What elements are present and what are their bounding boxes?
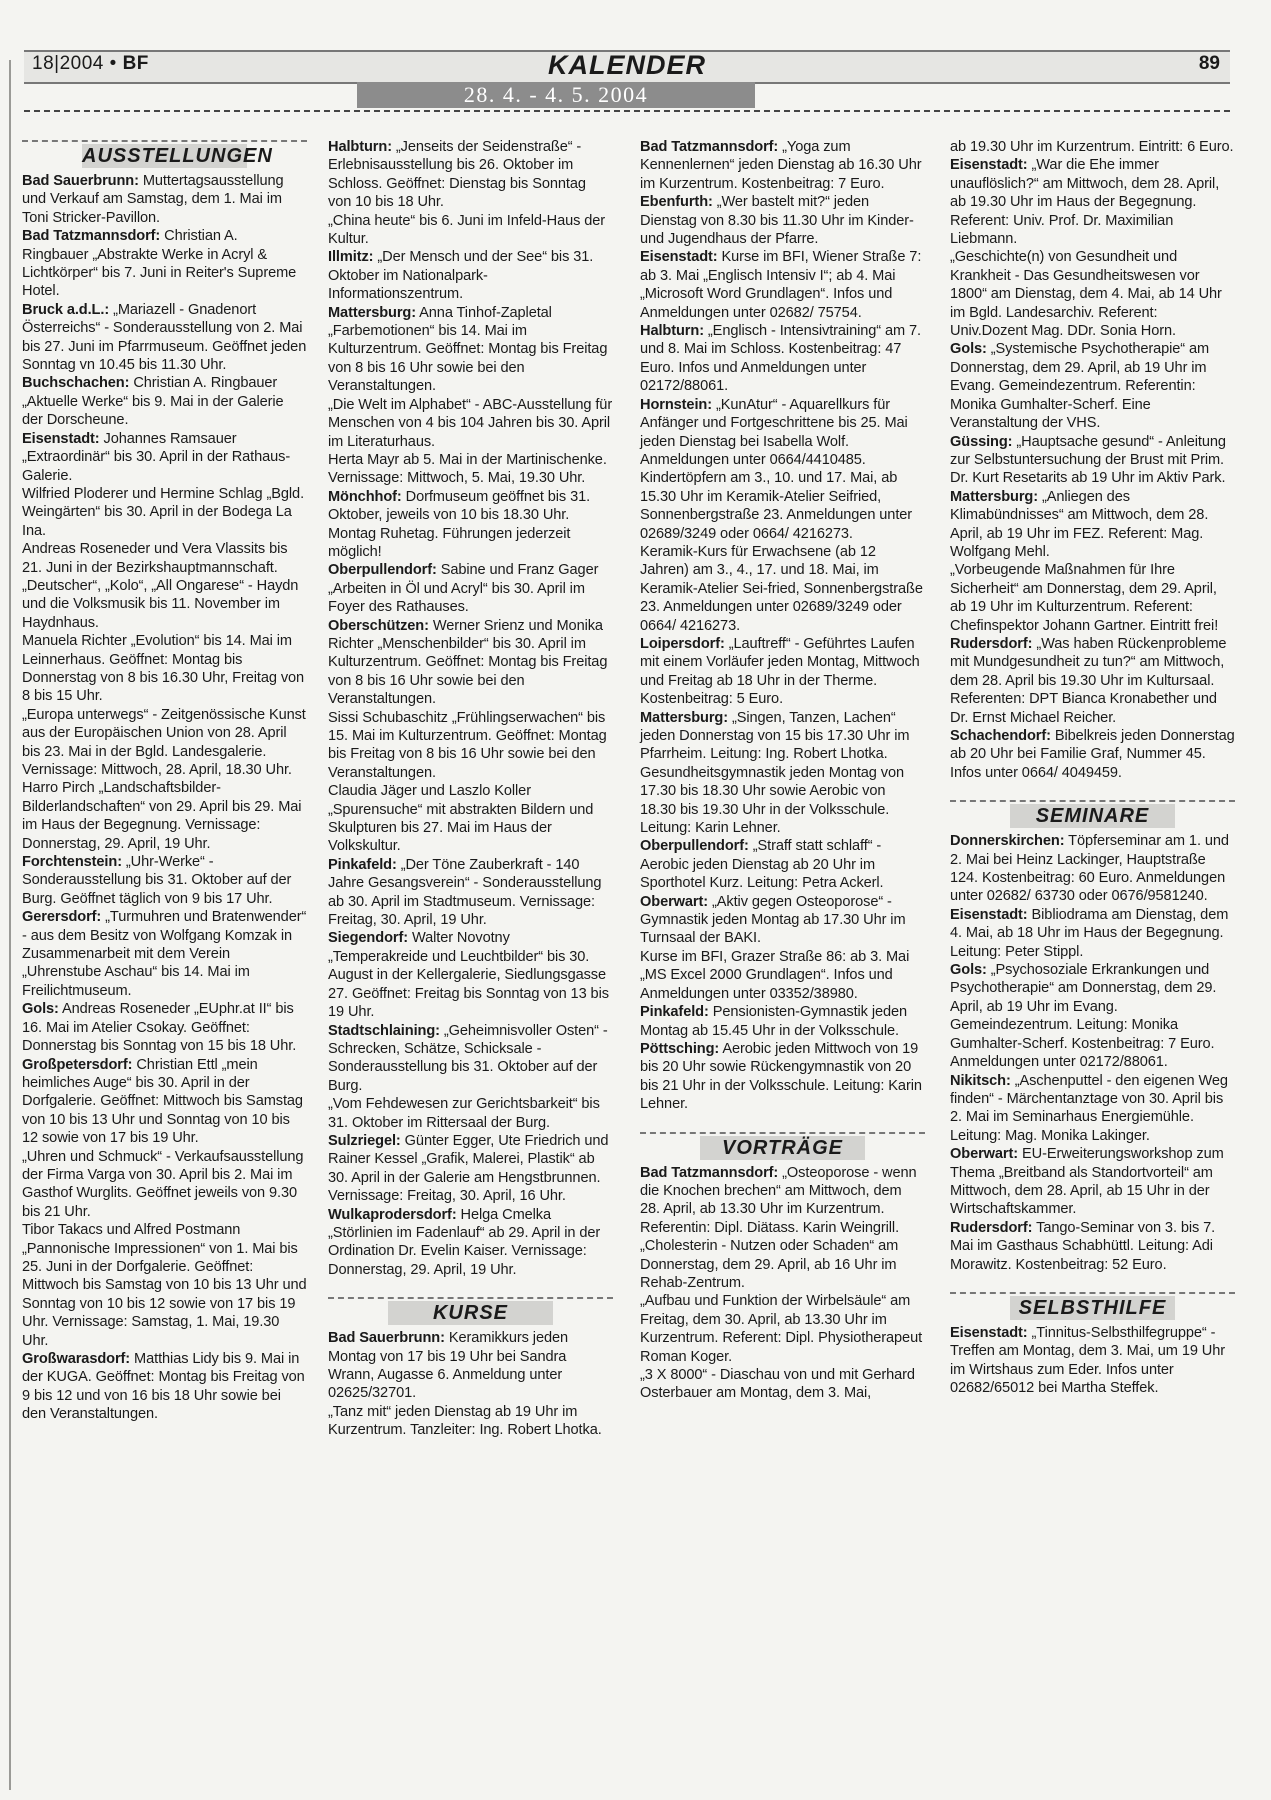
entry-text: „Aschenputtel - den eigenen Weg finden“ - Märchentanztage von 30. April bis 2. Mai im Seminarhaus Energiemühle. Leitung: Mag. Monika Lakinger. [950,1072,1228,1144]
entry-place: Mattersburg: [328,304,416,321]
list-item [950,832,1235,906]
list-item [22,540,307,577]
entry-text: „Deutscher“, „Kolo“, „All Ongarese“ - Haydn und die Volksmusik bis 11. November im Haydnhaus. [22,577,299,631]
entry-text: „Wer bastelt mit?“ jeden Dienstag von 8.30 bis 11.30 Uhr im Kinder- und Jugendhaus der Pfarre. [640,194,914,248]
entry-place: Oberpullendorf: [328,562,437,579]
list-item [640,709,925,764]
entry-text: Muttertagsausstellung und Verkauf am Samstag, dem 1. Mai im Toni Stricker-Pavillon. [22,173,284,226]
entry-place: Großpetersdorf: [22,1056,133,1073]
entry-text: „War die Ehe immer unauflöslich?“ am Mittwoch, dem 28. April, ab 19.30 Uhr im Haus der Begegnung. Referent: Univ. Prof. Dr. Maximilian Liebmann. [950,157,1220,248]
entry-place: Halbturn: [640,323,704,340]
entry-text: „Anliegen des Klimabündnisses“ am Mittwoch, dem 28. April, ab 19 Uhr im FEZ. Referent: Mag. Wolfgang Mehl. [950,488,1209,560]
list-item [950,961,1235,1071]
list-item [328,782,613,856]
list-item [950,1219,1235,1274]
list-item [22,779,307,853]
column-4 [950,138,1235,1398]
entry-text: „China heute“ bis 6. Juni im Infeld-Haus der Kultur. [328,212,606,248]
entry-list [950,138,1235,782]
entry-text: Keramik-Kurs für Erwachsene (ab 12 Jahren) am 3., 4., 17. und 18. Mai, im Keramik-Atelier Sei-fried, Sonnenbergstraße 23. Anmeldungen unter 02689/3249 oder 0664/ 4216273. [640,543,923,634]
entry-place: Eisenstadt: [22,430,100,447]
entry-text: „Vom Fehdewesen zur Gerichtsbarkeit“ bis 31. Oktober im Rittersaal der Burg. [328,1096,600,1131]
entry-place: Mönchhof: [328,488,402,505]
list-item [22,1221,307,1350]
list-item [328,1329,613,1403]
list-item [328,709,613,783]
entry-text: „Cholesterin - Nutzen oder Schaden“ am Donnerstag, dem 29. April, ab 16 Uhr im Rehab-Zentrum. [640,1238,899,1291]
entry-text: Matthias Lidy bis 9. Mai in der KUGA. Geöffnet: Montag bis Freitag von 9 bis 12 und von 16 bis 18 Uhr sowie bei den Veranstaltungen. [22,1351,305,1423]
list-item [950,1324,1235,1398]
entry-text: „3 X 8000“ - Diaschau von und mit Gerhard Osterbauer am Montag, dem 3. Mai, [640,1367,915,1402]
entry-place: Pinkafeld: [328,856,397,873]
entry-text: Harro Pirch „Landschaftsbilder-Bilderlandschaften“ von 29. April bis 29. Mai im Haus der Begegnung. Vernissage: Donnerstag, 29. April, 19 Uhr. [22,780,302,852]
column-1 [22,138,307,1424]
date-range: 28. 4. - 4. 5. 2004 [357,82,755,108]
entry-place: Gols: [22,1001,59,1018]
list-item [640,948,925,1003]
list-item [328,304,613,396]
list-item [950,156,1235,248]
page-header [24,50,1230,107]
entry-place: Illmitz: [328,249,374,266]
entry-place: Wulkaprodersdorf: [328,1206,457,1223]
header-divider [24,110,1230,112]
entry-place: Rudersdorf: [950,1219,1033,1236]
list-item [950,433,1235,488]
entry-text: ab 19.30 Uhr im Kurzentrum. Eintritt: 6 Euro. [950,139,1234,155]
entry-place: Halbturn: [328,139,392,155]
entry-place: Stadtschlaining: [328,1022,440,1039]
entry-place: Güssing: [950,433,1013,450]
list-item [328,396,613,451]
entry-text: „Jenseits der Seidenstraße“ - Erlebnisausstellung bis 26. Oktober im Schloss. Geöffnet: Dienstag bis Sonntag von 10 bis 18 Uhr. [328,139,586,211]
entry-text: Keramikkurs jeden Montag von 17 bis 19 Uhr bei Sandra Wrann, Augasse 6. Anmeldung unter 02625/32701. [328,1330,569,1402]
entry-text: „Osteoporose - wenn die Knochen brechen“ am Mittwoch, dem 28. April, ab 13.30 Uhr im Kurzentrum. Referentin: Dipl. Diätass. Karin Weingrill. [640,1164,917,1236]
entry-text: Bibelkreis jeden Donnerstag ab 20 Uhr bei Familie Graf, Nummer 45. Infos unter 0664/ 4049459. [950,728,1235,781]
entry-list [950,1324,1235,1398]
entry-place: Ebenfurth: [640,194,713,211]
entry-place: Nikitsch: [950,1072,1011,1089]
list-item [950,1072,1235,1146]
entry-place: Bad Tatzmannsdorf: [640,1164,779,1181]
entry-place: Bad Tatzmannsdorf: [640,139,779,155]
section-heading: SEMINARE [950,800,1235,828]
entry-text: Anna Tinhof-Zapletal „Farbemotionen“ bis 14. Mai im Kulturzentrum. Geöffnet: Montag bis Freitag von 8 bis 16 Uhr sowie bei den Veranstaltungen. [328,304,608,395]
entry-place: Loipersdorf: [640,635,725,652]
entry-place: Bad Sauerbrunn: [22,173,139,189]
entry-text: „Geheimnisvoller Osten“ - Schrecken, Schätze, Schicksale - Sonderausstellung bis 31. Oktober auf der Burg. [328,1022,608,1094]
list-item [328,1206,613,1280]
entry-text: Andreas Roseneder und Vera Vlassits bis 21. Juni in der Bezirkshauptmannschaft. [22,541,288,576]
page-title: KALENDER [547,50,706,80]
entry-text: „Systemische Psychotherapie“ am Donnerstag, dem 29. April, ab 19 Uhr im Evang. Gemeindezentrum. Referentin: Monika Gumhalter-Scherf. Eine Veranstaltung der VHS. [950,341,1210,432]
list-item [22,908,307,1000]
list-item [328,561,613,616]
entry-text: Christian A. Ringbauer „Aktuelle Werke“ bis 9. Mai in der Galerie der Dorscheune. [22,375,284,429]
list-item [22,853,307,908]
page-number: 89 [1198,53,1220,74]
list-item [640,1237,925,1292]
list-item [328,1095,613,1132]
entry-place: Rudersdorf: [950,635,1033,652]
entry-place: Großwarasdorf: [22,1351,131,1367]
column-2 [328,138,613,1440]
list-item [640,893,925,948]
entry-place: Oberschützen: [328,617,429,634]
list-item [950,138,1235,156]
entry-text: Sabine und Franz Gager „Arbeiten in Öl und Acryl“ bis 30. April im Foyer des Rathauses. [328,562,599,616]
entry-text: „Tinnitus-Selbsthilfegruppe“ - Treffen am Montag, dem 3. Mai, um 19 Uhr im Wirtshaus zum Eder. Infos unter 02682/65012 bei Martha Steffek. [950,1324,1226,1397]
list-item [22,374,307,429]
entry-text: „Der Töne Zauberkraft - 140 Jahre Gesangsverein“ - Sonderausstellung ab 30. April im Stadtmuseum. Vernissage: Freitag, 30. April, 19 Uhr. [328,856,602,929]
list-item [22,227,307,301]
entry-text: Kindertöpfern am 3., 10. und 17. Mai, ab 15.30 Uhr im Keramik-Atelier Seifried, Sonnenbergstraße 23. Anmeldungen unter 02689/3249 oder 0664/ 4216273. [640,470,913,542]
entry-list [328,138,613,1279]
list-item [640,837,925,892]
entry-place: Bruck a.d.L.: [22,301,110,318]
list-item [640,248,925,322]
entry-place: Donnerskirchen: [950,833,1065,850]
entry-place: Siegendorf: [328,930,408,947]
list-item [22,1148,307,1222]
list-item [328,856,613,930]
entry-text: Herta Mayr ab 5. Mai in der Martinischenke. Vernissage: Mittwoch, 5. Mai, 19.30 Uhr. [328,451,607,487]
entry-text: „Vorbeugende Maßnahmen für Ihre Sicherheit“ am Donnerstag, dem 29. April, ab 19 Uhr im Kulturzentrum. Referent: Chefinspektor Johann Gartner. Eintritt frei! [950,562,1219,634]
entry-text: Johannes Ramsauer „Extraordinär“ bis 30. April in der Rathaus-Galerie. [22,430,291,484]
entry-text: „Was haben Rückenprobleme mit Mundgesundheit zu tun?“ am Mittwoch, dem 28. April bis 19.30 Uhr im Kultursaal. Referenten: DPT Bianca Kronabether und Dr. Ernst Michael Reicher. [950,635,1227,726]
list-item [22,485,307,540]
entry-text: Kurse im BFI, Grazer Straße 86: ab 3. Mai „MS Excel 2000 Grundlagen“. Infos und Anmeldungen unter 03352/38980. [640,948,910,1002]
list-item [950,561,1235,635]
list-item [640,469,925,543]
entry-place: Oberwart: [640,893,709,910]
list-item [328,451,613,488]
entry-list [640,138,925,1114]
list-item [950,906,1235,961]
list-item [950,727,1235,782]
list-item [328,248,613,303]
list-item [22,632,307,706]
entry-text: „Aufbau und Funktion der Wirbelsäule“ am Freitag, dem 30. April, ab 13.30 Uhr im Kurzentrum. Referent: Dipl. Physiotherapeut Roman Koger. [640,1293,923,1365]
entry-text: Christian A. Ringbauer „Abstrakte Werke in Acryl & Lichtkörper“ bis 7. Juni in Reiter's Supreme Hotel. [22,228,297,300]
entry-text: „Tanz mit“ jeden Dienstag ab 19 Uhr im Kurzentrum. Tanzleiter: Ing. Robert Lhotka. [328,1403,602,1439]
entry-text: Werner Srienz und Monika Richter „Menschenbilder“ bis 30. April im Kulturzentrum. Geöffnet: Montag bis Freitag von 8 bis 16 Uhr sowie bei den Veranstaltungen. [328,617,608,708]
entry-place: Pinkafeld: [640,1004,709,1021]
entry-text: Andreas Roseneder „EUphr.at II“ bis 16. Mai im Atelier Csokay. Geöffnet: Donnerstag bis Sonntag von 15 bis 18 Uhr. [22,1001,297,1055]
entry-place: Mattersburg: [950,488,1038,505]
entry-text: Günter Egger, Ute Friedrich und Rainer Kessel „Grafik, Malerei, Plastik“ ab 30. April in der Galerie am Hengstbrunnen. Vernissage: Freitag, 30. April, 16 Uhr. [328,1132,609,1205]
entry-list [640,1164,925,1403]
entry-place: Eisenstadt: [640,249,718,266]
entry-place: Buchschachen: [22,375,130,392]
entry-text: Aerobic jeden Mittwoch von 19 bis 20 Uhr sowie Rückengymnastik von 20 bis 21 Uhr in der Volksschule. Leitung: Karin Lehner. [640,1040,922,1113]
entry-text: Tango-Seminar von 3. bis 7. Mai im Gasthaus Schabhüttl. Leitung: Adi Morawitz. Kostenbeitrag: 52 Euro. [950,1219,1216,1273]
entry-text: „Der Mensch und der See“ bis 31. Oktober im Nationalpark-Informationszentrum. [328,249,594,303]
list-item [950,635,1235,727]
entry-text: Pensionisten-Gymnastik jeden Montag ab 15.45 Uhr in der Volksschule. [640,1004,908,1039]
entry-text: Tibor Takacs und Alfred Postmann „Pannonische Impressionen“ von 1. Mai bis 25. Juni in der Dorfgalerie. Geöffnet: Mittwoch bis Samstag von 10 bis 13 Uhr und Sonntag von 10 bis 12 sowie von 17 bis 19 Uhr. Vernissage: Samstag, 1. Mai, 19.30 Uhr. [22,1222,307,1349]
list-item [640,635,925,709]
entry-place: Mattersburg: [640,709,728,726]
section-heading: AUSSTELLUNGEN [22,140,307,168]
list-item [950,248,1235,340]
entry-text: „Die Welt im Alphabet“ - ABC-Ausstellung für Menschen von 4 bis 104 Jahren bis 30. April im Literaturhaus. [328,396,613,450]
entry-text: „Englisch - Intensivtraining“ am 7. und 8. Mai im Schloss. Kostenbeitrag: 47 Euro. Infos und Anmeldungen unter 02172/88061. [640,323,921,395]
list-item [950,488,1235,562]
entry-text: „Uhren und Schmuck“ - Verkaufsausstellung der Firma Varga von 30. April bis 2. Mai im Gasthof Wurglits. Geöffnet jeweils von 9.30 bis 21 Uhr. [22,1148,304,1220]
entry-place: Bad Tatzmannsdorf: [22,228,161,245]
list-item [22,430,307,485]
entry-text: Manuela Richter „Evolution“ bis 14. Mai im Leinnerhaus. Geöffnet: Montag bis Donnerstag von 8 bis 16.30 Uhr, Freitag von 8 bis 15 Uhr. [22,633,305,705]
entry-place: Eisenstadt: [950,157,1028,174]
list-item [328,1132,613,1206]
list-item [22,301,307,375]
entry-text: Wilfried Ploderer und Hermine Schlag „Bgld. Weingärten“ bis 30. April in der Bodega La Ina. [22,485,305,539]
entry-text: „Aktiv gegen Osteoporose“ - Gymnastik jeden Montag ab 17.30 Uhr im Turnsaal der BAKI. [640,893,906,947]
list-item [22,706,307,780]
entry-place: Eisenstadt: [950,1324,1028,1341]
entry-text: Claudia Jäger und Laszlo Koller „Spurensuche“ mit abstrakten Bildern und Skulpturen bis 27. Mai im Haus der Volkskultur. [328,783,594,855]
entry-place: Gols: [950,341,987,358]
list-item [640,396,925,470]
list-item [328,929,613,1021]
entry-text: Bibliodrama am Dienstag, dem 4. Mai, ab 18 Uhr im Haus der Begegnung. Leitung: Peter Stippl. [950,906,1229,960]
entry-text: „Europa unterwegs“ - Zeitgenössische Kunst aus der Europäischen Union von 28. April bis 23. Mai in der Bgld. Landesgalerie. Vernissage: Mittwoch, 28. April, 18.30 Uhr. [22,706,306,778]
list-item [22,172,307,227]
entry-text: „Lauftreff“ - Geführtes Laufen mit einem Vorläufer jeden Montag, Mittwoch und Freitag ab 18 Uhr in der Therme. Kostenbeitrag: 5 Euro. [640,635,920,708]
list-item [950,340,1235,432]
entry-list [950,832,1235,1274]
list-item [328,212,613,249]
list-item [22,577,307,632]
entry-text: „KunAtur“ - Aquarellkurs für Anfänger und Fortgeschrittene bis 25. Mai jeden Dienstag bei Isabella Wolf. Anmeldungen unter 0664/4410485. [640,396,908,468]
section-heading: KURSE [328,1297,613,1325]
entry-place: Eisenstadt: [950,906,1028,923]
entry-text: „Turmuhren und Bratenwender“ - aus dem Besitz von Wolfgang Komzak in Zusammenarbeit mit dem Verein „Uhrenstube Aschau“ bis 14. Mai im Freilichtmuseum. [22,909,307,999]
column-3 [640,138,925,1403]
entry-place: Oberpullendorf: [640,838,749,855]
list-item [640,1366,925,1403]
entry-text: Christian Ettl „mein heimliches Auge“ bis 30. April in der Dorfgalerie. Geöffnet: Mittwoch bis Samstag von 10 bis 13 Uhr und Sonntag von 10 bis 12 sowie von 17 bis 19 Uhr. [22,1056,303,1147]
entry-text: „Mariazell - Gnadenort Österreichs“ - Sonderausstellung von 2. Mai bis 27. Juni im Pfarrmuseum. Geöffnet jeden Sonntag vn 10.45 bis 11.30 Uhr. [22,301,307,374]
entry-text: Sissi Schubaschitz „Frühlingserwachen“ bis 15. Mai im Kulturzentrum. Geöffnet: Montag bis Freitag von 8 bis 16 Uhr sowie bei den Veranstaltungen. [328,709,607,781]
list-item [328,1022,613,1096]
list-item [22,1056,307,1148]
entry-place: Hornstein: [640,396,712,413]
entry-text: Kurse im BFI, Wiener Straße 7: ab 3. Mai „Englisch Intensiv I“; ab 4. Mai „Microsoft Word Grundlagen“. Infos und Anmeldungen unter 02682/ 75754. [640,249,922,321]
list-item [640,1040,925,1114]
entry-place: Forchtenstein: [22,854,122,871]
list-item [328,488,613,562]
entry-list [22,172,307,1424]
entry-text: Helga Cmelka „Störlinien im Fadenlauf“ ab 29. April in der Ordination Dr. Evelin Kaiser. Vernissage: Donnerstag, 29. April, 19 Uhr. [328,1206,601,1278]
entry-place: Schachendorf: [950,728,1051,744]
entry-text: Dorfmuseum geöffnet bis 31. Oktober, jeweils von 10 bis 18.30 Uhr. Montag Ruhetag. Führungen jederzeit möglich! [328,488,591,560]
list-item [328,617,613,709]
list-item [22,1350,307,1424]
entry-text: „Singen, Tanzen, Lachen“ jeden Donnerstag von 15 bis 17.30 Uhr im Pfarrheim. Leitung: Ing. Robert Lhotka. [640,709,910,763]
list-item [640,322,925,396]
page-edge [9,60,11,1790]
entry-text: „Uhr-Werke“ - Sonderausstellung bis 31. Oktober auf der Burg. Geöffnet täglich von 9 bis 17 Uhr. [22,854,292,907]
entry-place: Gerersdorf: [22,909,102,926]
section-heading: SELBSTHILFE [950,1292,1235,1320]
entry-text: EU-Erweiterungsworkshop zum Thema „Breitband als Standortvorteil“ am Mittwoch, dem 28. April, ab 15 Uhr in der Wirtschaftskammer. [950,1146,1224,1218]
list-item [640,138,925,193]
entry-text: „Yoga zum Kennenlernen“ jeden Dienstag ab 16.30 Uhr im Kurzentrum. Kostenbeitrag: 7 Euro. [640,139,922,192]
entry-place: Gols: [950,962,987,979]
entry-text: „Geschichte(n) von Gesundheit und Krankheit - Das Gesundheitswesen vor 1800“ am Dienstag, dem 4. Mai, ab 14 Uhr im Bgld. Landesarchiv. Referent: Univ.Dozent Mag. DDr. Sonia Horn. [950,249,1222,340]
list-item [22,1000,307,1055]
list-item [640,193,925,248]
entry-list [328,1329,613,1439]
entry-text: Gesundheitsgymnastik jeden Montag von 17.30 bis 18.30 Uhr sowie Aerobic von 18.30 bis 19.30 Uhr in der Volksschule. Leitung: Karin Lehner. [640,764,905,837]
list-item [640,764,925,838]
list-item [950,1145,1235,1219]
list-item [640,1003,925,1040]
entry-place: Sulzriegel: [328,1132,401,1149]
issue-label: 18|2004 • BF [32,53,149,74]
entry-text: „Straff statt schlaff“ - Aerobic jeden Dienstag ab 20 Uhr im Sporthotel Kurz. Leitung: Petra Ackerl. [640,838,884,892]
list-item [328,138,613,212]
list-item [640,543,925,635]
entry-place: Bad Sauerbrunn: [328,1330,445,1347]
section-heading: VORTRÄGE [640,1132,925,1160]
entry-place: Pöttsching: [640,1040,720,1057]
entry-text: „Hauptsache gesund“ - Anleitung zur Selbstuntersuchung der Brust mit Prim. Dr. Kurt Resetarits ab 19 Uhr im Aktiv Park. [950,433,1226,487]
list-item [328,1403,613,1440]
list-item [640,1164,925,1238]
entry-text: „Psychosoziale Erkrankungen und Psychotherapie“ am Donnerstag, dem 29. April, ab 19 Uhr im Evang. Gemeindezentrum. Leitung: Monika Gumhalter-Scherf. Kostenbeitrag: 7 Euro. Anmeldungen unter 02172/88061. [950,962,1217,1071]
entry-text: Walter Novotny „Temperakreide und Leuchtbilder“ bis 30. August in der Kellergalerie, Siedlungsgasse 27. Geöffnet: Freitag bis Sonntag von 13 bis 19 Uhr. [328,930,609,1021]
entry-text: Töpferseminar am 1. und 2. Mai bei Heinz Lackinger, Hauptstraße 124. Kostenbeitrag: 60 Euro. Anmeldungen unter 02682/ 63730 oder 0676/9581240. [950,833,1229,905]
list-item [640,1292,925,1366]
entry-place: Oberwart: [950,1146,1019,1163]
